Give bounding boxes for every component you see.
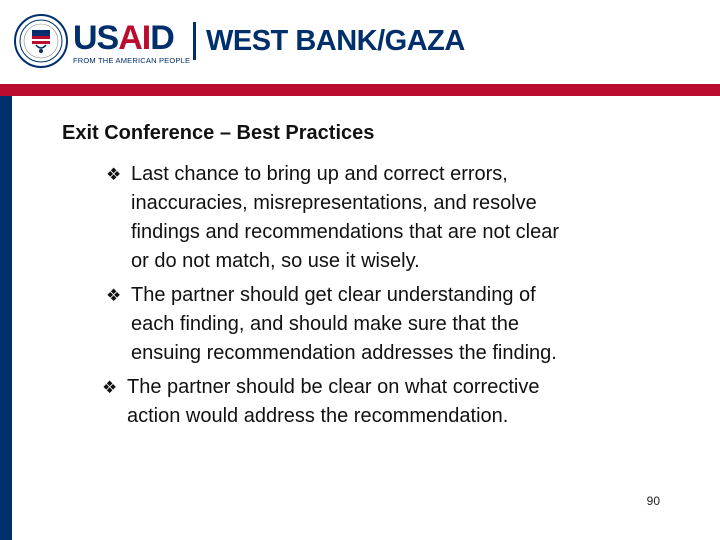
slide-title: Exit Conference – Best Practices xyxy=(62,122,375,144)
brand-part-d: D xyxy=(150,19,174,57)
bullet-line: each finding, and should make sure that the xyxy=(131,313,520,335)
tagline: FROM THE AMERICAN PEOPLE xyxy=(73,56,191,65)
bullet-text xyxy=(131,281,666,368)
usaid-logo-text xyxy=(73,18,174,58)
header-red-bar xyxy=(0,84,720,96)
diamond-bullet-icon: ❖ xyxy=(102,378,118,397)
bullet-line: Last chance to bring up and correct errors, xyxy=(131,163,508,185)
bullet-item xyxy=(106,160,666,276)
bullet-line: The partner should be clear on what corrective xyxy=(127,376,540,398)
brand-part-ai: AI xyxy=(118,19,151,57)
bullet-item xyxy=(102,373,662,431)
diamond-bullet-icon: ❖ xyxy=(106,286,122,305)
bullet-item xyxy=(106,281,666,368)
bullet-text xyxy=(131,160,666,276)
bullet-text xyxy=(127,373,662,431)
diamond-bullet-icon: ❖ xyxy=(106,165,122,184)
bullet-line: or do not match, so use it wisely. xyxy=(131,250,420,272)
usaid-seal-icon xyxy=(14,14,68,68)
brand-part-us: US xyxy=(73,19,119,57)
logo-divider xyxy=(193,22,196,60)
bullet-line: action would address the recommendation. xyxy=(127,405,509,427)
page-number: 90 xyxy=(646,494,660,508)
bullet-line: The partner should get clear understanding of xyxy=(131,284,536,306)
bullet-line: inaccuracies, misrepresentations, and resolve xyxy=(131,192,537,214)
left-navy-bar xyxy=(0,96,12,540)
header xyxy=(0,0,720,84)
bullet-line: findings and recommendations that are not clear xyxy=(131,221,560,243)
bullet-line: ensuing recommendation addresses the finding. xyxy=(131,342,557,364)
region-title: WEST BANK/GAZA xyxy=(206,25,465,57)
